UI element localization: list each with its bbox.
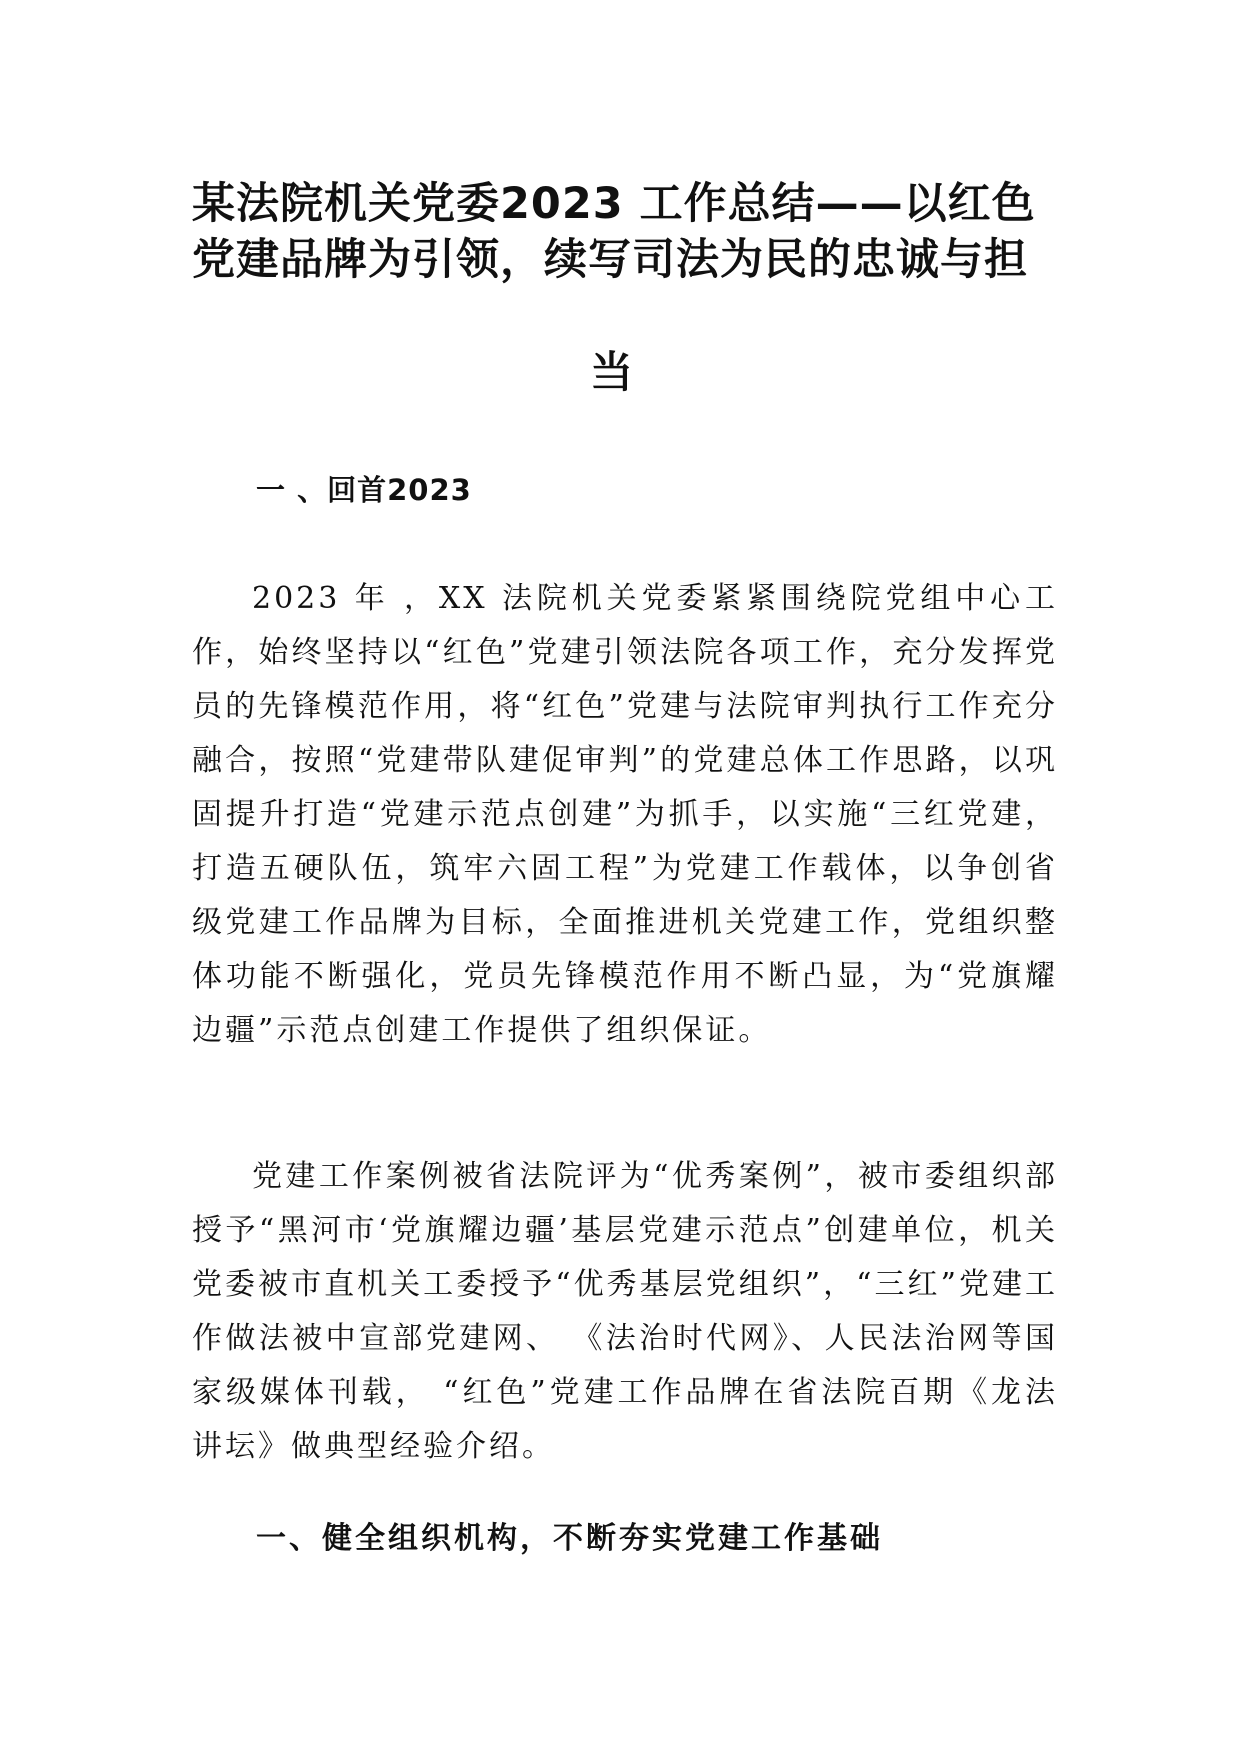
subsection-heading: 一、健全组织机构，不断夯实党建工作基础: [256, 1521, 883, 1556]
document-title-continuation: 当: [590, 348, 633, 398]
body-paragraph: 2023 年 ，XX 法院机关党委紧紧围绕院党组中心工作，始终坚持以“红色”党建引领法院各项工作，充分发挥党员的先锋模范作用，将“红色”党建与法院审判执行工作充分融合，按照“党建带队建促审判”的党建总体工作思路，以巩固提升打造“党建示范点创建”为抓手，以实施“三红党建，打造五硬队伍，筑牢六固工程”为党建工作载体，以争创省级党建工作品牌为目标，全面推进机关党建工作，党组织整体功能不断强化，党员先锋模范作用不断凸显，为“党旗耀边疆”示范点创建工作提供了组织保证。: [192, 581, 1058, 1048]
document-title: 某法院机关党委2023 工作总结——以红色 党建品牌为引领，续写司法为民的忠诚与担: [192, 179, 1036, 285]
section-heading: 一 、回首2023: [256, 473, 472, 507]
body-paragraph: 党建工作案例被省法院评为“优秀案例”，被市委组织部授予“黑河市‘党旗耀边疆’基层党建示范点”创建单位，机关党委被市直机关工委授予“优秀基层党组织”，“三红”党建工作做法被中宣部党建网、 《法治时代网》、人民法治网等国家级媒体刊载， “红色”党建工作品牌在省法院百期《龙法讲坛》做典型经验介绍。: [192, 1159, 1058, 1464]
